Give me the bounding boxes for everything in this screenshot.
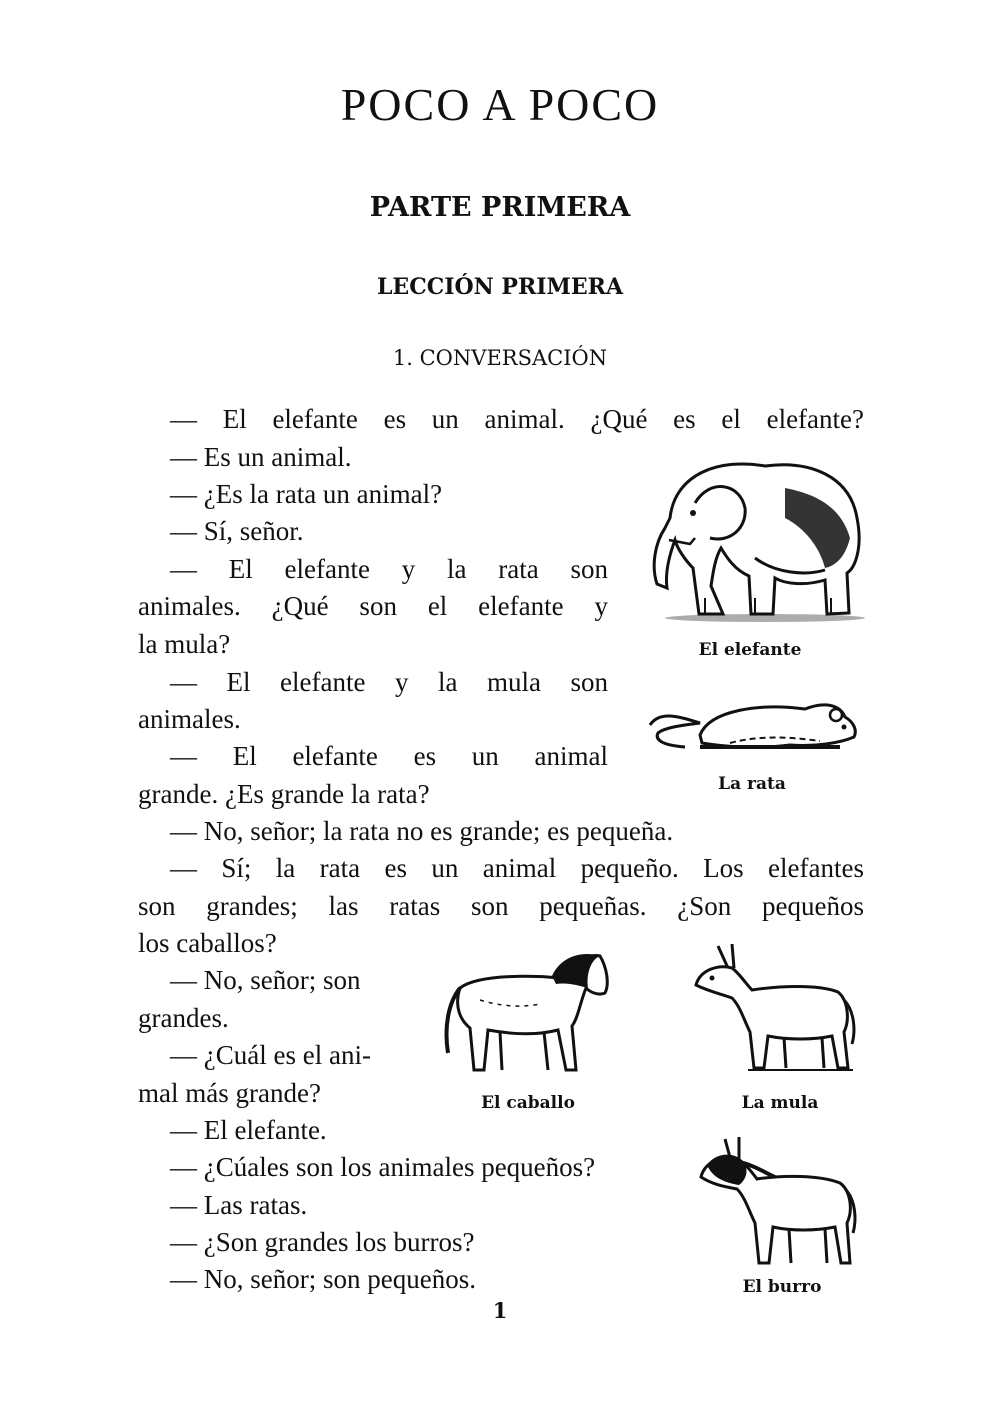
text-line: grande. ¿Es grande la rata? xyxy=(138,779,430,809)
horse-caption: El caballo xyxy=(481,1093,575,1113)
text-line: — Sí; la rata es un animal pequeño. Los elefantes xyxy=(170,853,864,883)
text-line: — No, señor; son xyxy=(170,965,361,995)
text-line: — El elefante y la rata son xyxy=(170,554,608,584)
text-line: animales. ¿Qué son el elefante y xyxy=(138,591,608,621)
elephant-caption: El elefante xyxy=(698,640,802,660)
book-title: POCO A POCO xyxy=(340,79,660,130)
donkey-caption: El burro xyxy=(742,1277,822,1297)
section-heading: 1. CONVERSACIÓN xyxy=(392,346,608,370)
mule-caption: La mula xyxy=(741,1093,819,1113)
rat-illustration xyxy=(640,695,865,760)
text-line: la mula? xyxy=(138,629,231,659)
text-line: — ¿Es la rata un animal? xyxy=(170,479,443,509)
text-line: grandes. xyxy=(138,1003,229,1033)
text-line: los caballos? xyxy=(138,928,277,958)
page-number: 1 xyxy=(492,1298,508,1323)
mule-illustration xyxy=(688,940,863,1075)
text-line: — No, señor; la rata no es grande; es pequeña. xyxy=(170,816,674,846)
rat-caption: La rata xyxy=(718,774,786,794)
text-line: — No, señor; son pequeños. xyxy=(170,1264,476,1294)
lesson-heading: LECCIÓN PRIMERA xyxy=(376,274,624,300)
text-line: — ¿Cuál es el ani- xyxy=(170,1040,371,1070)
text-line: — El elefante y la mula son xyxy=(170,667,608,697)
text-line: — ¿Son grandes los burros? xyxy=(170,1227,475,1257)
text-line: son grandes; las ratas son pequeñas. ¿Son pequeños xyxy=(138,891,864,921)
text-line: — ¿Cúales son los animales pequeños? xyxy=(170,1152,596,1182)
text-line: — El elefante es un animal xyxy=(170,741,608,771)
elephant-illustration xyxy=(635,448,865,628)
text-line: — Las ratas. xyxy=(170,1190,308,1220)
text-line: — Es un animal. xyxy=(170,442,352,472)
text-line: — El elefante es un animal. ¿Qué es el elefante? xyxy=(170,404,864,434)
part-heading: PARTE PRIMERA xyxy=(369,192,631,223)
text-line: mal más grande? xyxy=(138,1078,321,1108)
text-line: — El elefante. xyxy=(170,1115,327,1145)
horse-illustration xyxy=(440,948,615,1078)
donkey-illustration xyxy=(695,1135,860,1270)
text-line: animales. xyxy=(138,704,241,734)
text-line: — Sí, señor. xyxy=(170,516,304,546)
